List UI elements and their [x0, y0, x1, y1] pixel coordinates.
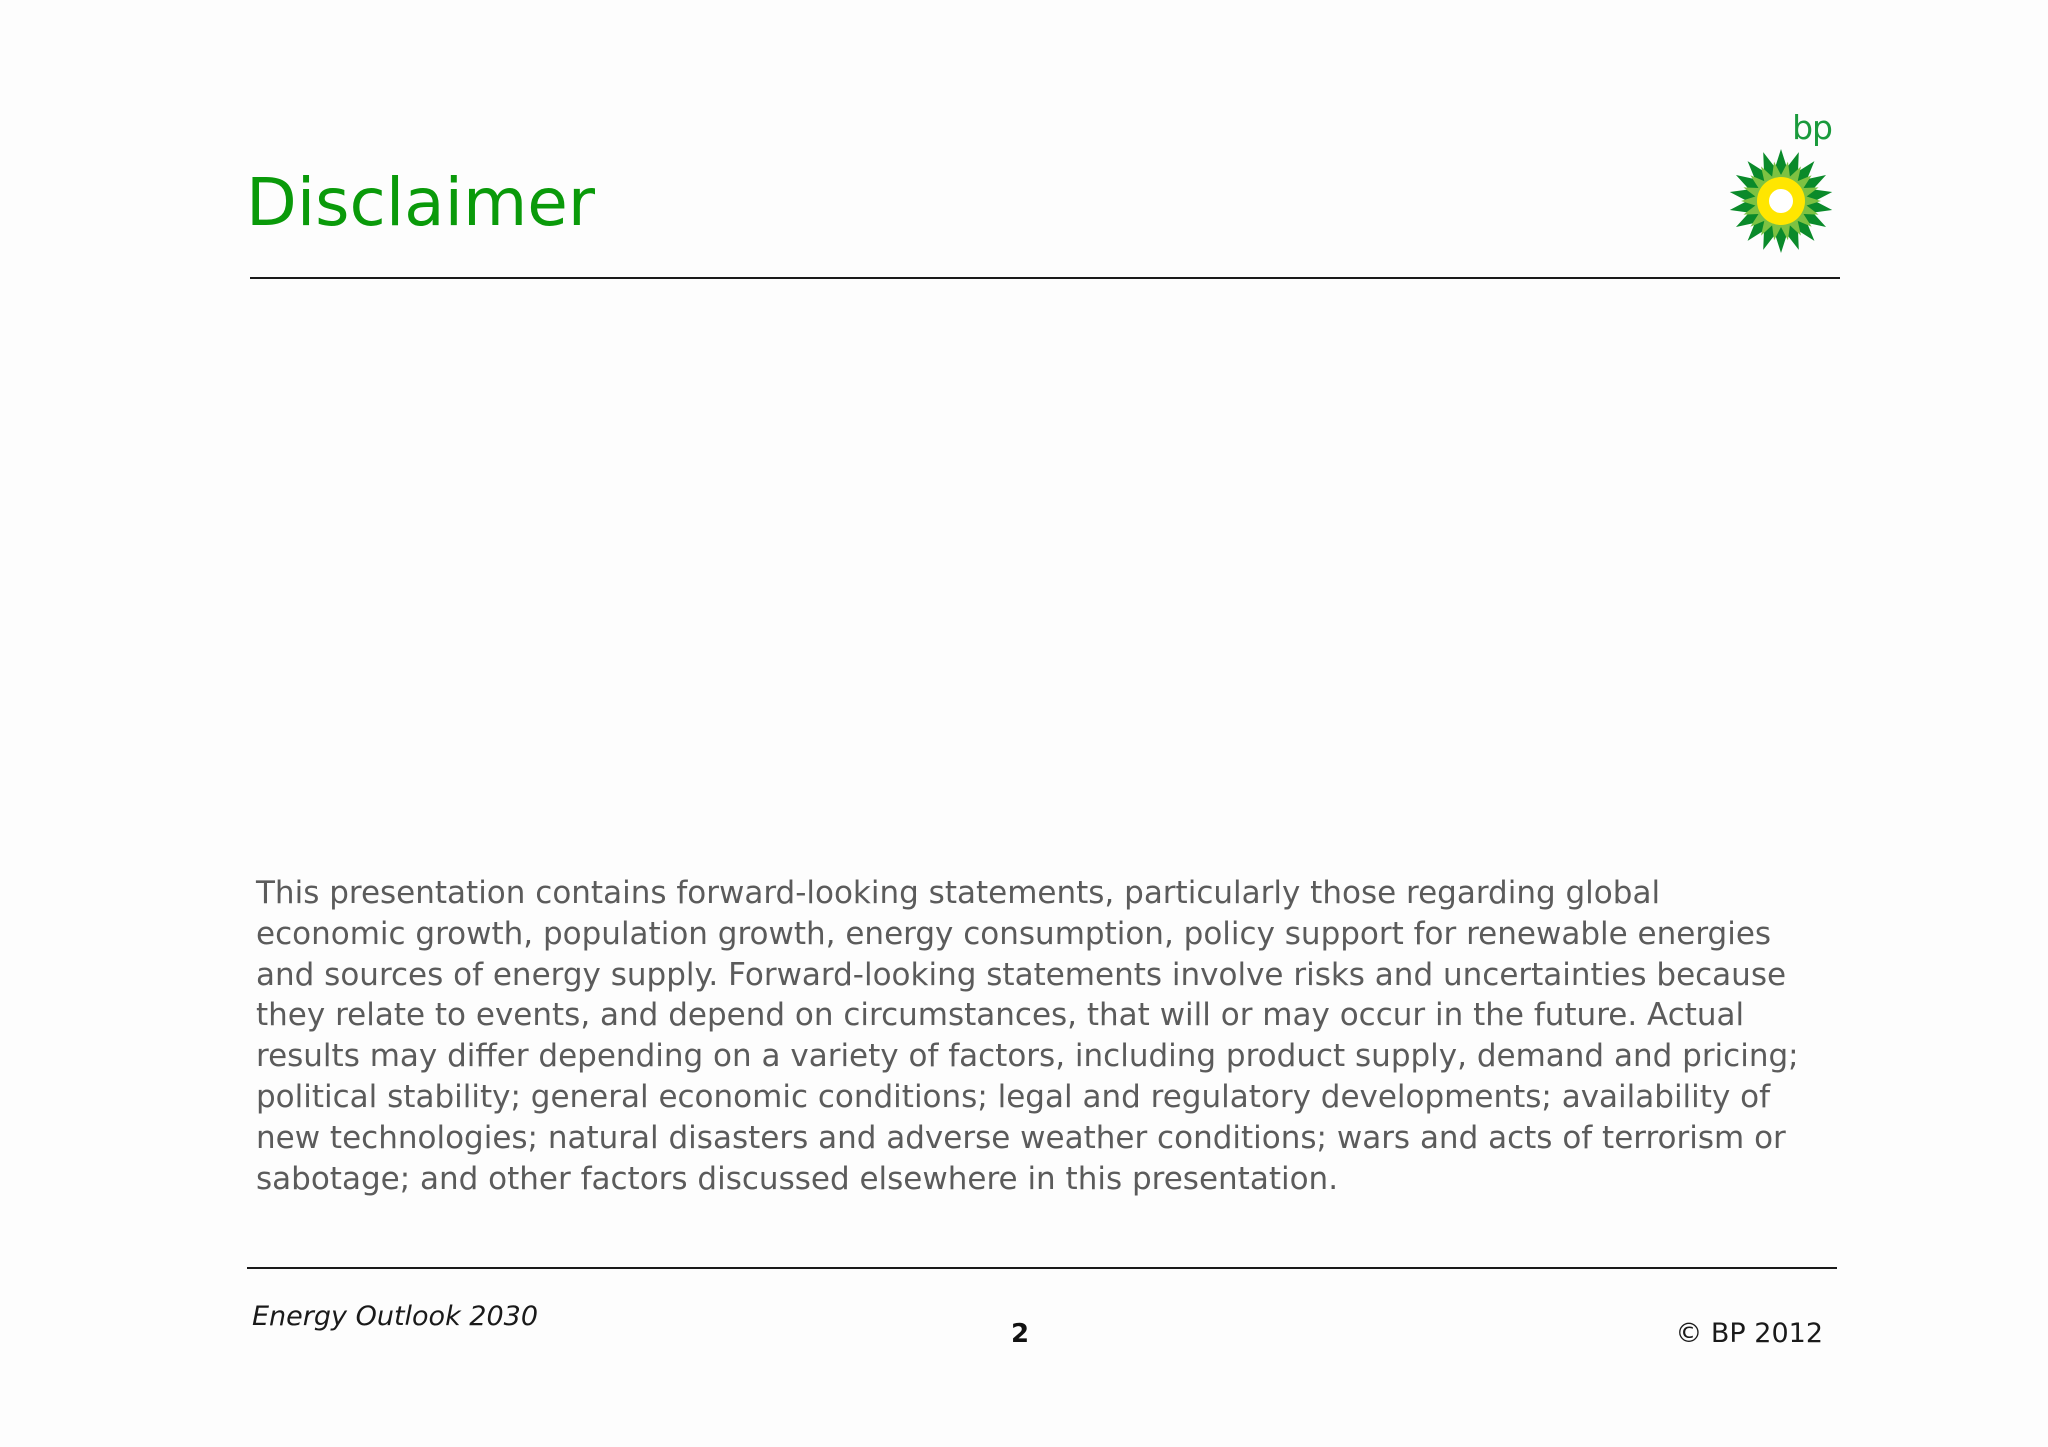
bp-helios-sunburst-icon: [1728, 148, 1834, 254]
page-number: 2: [1010, 1319, 1030, 1349]
header-divider: [250, 277, 1840, 279]
logo-wordmark: bp: [1792, 108, 1832, 147]
disclaimer-text: This presentation contains forward-looking statements, particularly those regarding global economic growth, population growth, energy consumption, policy support for renewable energies and sources of energy supply. Forward-looking statements involve risks and uncertainties because they relate to events, and depend on circumstances, that will or may occur in the future. Actual results may differ depending on a variety of factors, including product supply, demand and pricing; political stability; general economic conditions; legal and regulatory developments; availability of new technologies; natural disasters and adverse weather conditions; wars and acts of terrorism or sabotage; and other factors discussed elsewhere in this presentation.: [256, 875, 1799, 1197]
footer-presentation-title: Energy Outlook 2030: [252, 1301, 539, 1332]
page-title: Disclaimer: [246, 164, 595, 241]
copyright-notice: © BP 2012: [1675, 1318, 1823, 1349]
footer-divider: [247, 1267, 1837, 1269]
bp-logo: [1722, 108, 1840, 256]
sunburst-white-center: [1769, 189, 1793, 213]
